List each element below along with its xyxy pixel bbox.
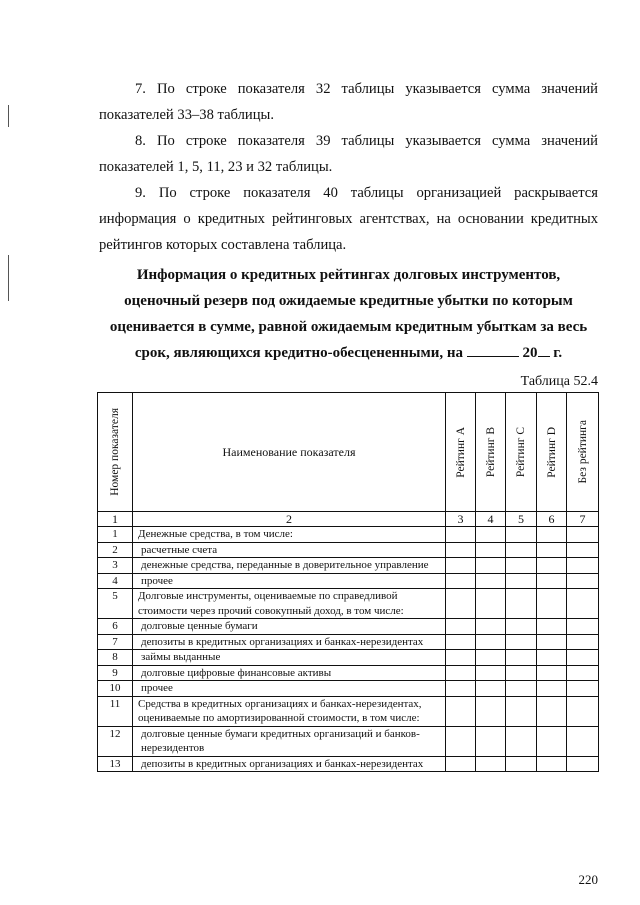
no-rating-cell (567, 558, 599, 574)
paragraph-8: 8. По строке показателя 39 таблицы указывается сумма значений показателей 1, 5, 11, 23 и 32 таблицы. (99, 133, 598, 175)
column-number: 1 (98, 512, 133, 527)
rating-c-cell (506, 589, 537, 619)
rating-d-cell (537, 634, 567, 650)
rating-d-cell (537, 573, 567, 589)
table-row (98, 696, 599, 726)
table-row (98, 589, 599, 619)
no-rating-cell (567, 650, 599, 666)
column-number: 5 (506, 512, 537, 527)
paragraph-9: 9. По строке показателя 40 таблицы организацией раскрывается информация о кредитных рейтинговых агентствах, на основании кредитных рейтингов которых составлена таблица. (99, 185, 598, 253)
row-number: 7 (98, 634, 133, 650)
no-rating-cell (567, 665, 599, 681)
column-number: 4 (476, 512, 506, 527)
header-indicator-name: Наименование показателя (133, 393, 446, 512)
heading-year: 20 (522, 345, 538, 361)
rating-c-cell (506, 665, 537, 681)
rating-c-cell (506, 573, 537, 589)
row-number: 6 (98, 619, 133, 635)
rating-b-cell (476, 681, 506, 697)
rating-b-cell (476, 756, 506, 772)
rating-table (97, 392, 599, 772)
row-number: 10 (98, 681, 133, 697)
row-name: расчетные счета (133, 542, 446, 558)
rating-c-cell (506, 650, 537, 666)
rating-a-cell (446, 650, 476, 666)
paragraph-7: 7. По строке показателя 32 таблицы указывается сумма значений показателей 33–38 таблицы. (99, 81, 598, 123)
rating-c-cell (506, 726, 537, 756)
header-rating-b: Рейтинг B (476, 393, 506, 512)
rating-d-cell (537, 650, 567, 666)
row-number: 8 (98, 650, 133, 666)
no-rating-cell (567, 681, 599, 697)
year-blank (538, 342, 550, 357)
left-margin-line (8, 105, 9, 127)
rating-b-cell (476, 650, 506, 666)
rating-d-cell (537, 726, 567, 756)
rating-a-cell (446, 634, 476, 650)
rating-b-cell (476, 573, 506, 589)
row-number: 5 (98, 589, 133, 619)
rating-b-cell (476, 696, 506, 726)
table-row (98, 650, 599, 666)
rating-b-cell (476, 589, 506, 619)
row-number: 11 (98, 696, 133, 726)
rating-c-cell (506, 634, 537, 650)
rating-c-cell (506, 558, 537, 574)
no-rating-cell (567, 726, 599, 756)
rating-a-cell (446, 726, 476, 756)
column-number: 6 (537, 512, 567, 527)
rating-b-cell (476, 634, 506, 650)
table-row (98, 542, 599, 558)
row-name: долговые цифровые финансовые активы (133, 665, 446, 681)
rating-d-cell (537, 696, 567, 726)
row-name: депозиты в кредитных организациях и банках-нерезидентах (133, 634, 446, 650)
rating-d-cell (537, 665, 567, 681)
no-rating-cell (567, 527, 599, 543)
rating-c-cell (506, 619, 537, 635)
rating-c-cell (506, 542, 537, 558)
row-number: 2 (98, 542, 133, 558)
rating-a-cell (446, 619, 476, 635)
table-row (98, 756, 599, 772)
rating-a-cell (446, 589, 476, 619)
no-rating-cell (567, 634, 599, 650)
no-rating-cell (567, 696, 599, 726)
rating-a-cell (446, 573, 476, 589)
heading-text: Информация о кредитных рейтингах долговых инструментов, оценочный резерв под ожидаемые кредитные убытки по которым оценивается в сумме, равной ожидаемым кредитным убыткам за весь срок, являющихся кредитно-обесцененными, на (109, 267, 588, 361)
header-rating-c: Рейтинг C (506, 393, 537, 512)
row-name: Долговые инструменты, оцениваемые по справедливой стоимости через прочий совокупный доход, в том числе: (133, 589, 446, 619)
table-row (98, 558, 599, 574)
rating-d-cell (537, 542, 567, 558)
no-rating-cell (567, 573, 599, 589)
row-name: Средства в кредитных организациях и банках-нерезидентах, оцениваемые по амортизированной стоимости, в том числе: (133, 696, 446, 726)
table-row (98, 527, 599, 543)
row-name: долговые ценные бумаги кредитных организаций и банков-нерезидентов (133, 726, 446, 756)
rating-a-cell (446, 542, 476, 558)
page-number: 220 (578, 872, 598, 887)
row-name: прочее (133, 573, 446, 589)
date-blank (467, 342, 519, 357)
rating-b-cell (476, 527, 506, 543)
rating-b-cell (476, 619, 506, 635)
column-number: 7 (567, 512, 599, 527)
table-row (98, 726, 599, 756)
column-number: 3 (446, 512, 476, 527)
no-rating-cell (567, 542, 599, 558)
header-rating-a: Рейтинг A (446, 393, 476, 512)
row-name: займы выданные (133, 650, 446, 666)
no-rating-cell (567, 756, 599, 772)
row-number: 3 (98, 558, 133, 574)
row-number: 4 (98, 573, 133, 589)
no-rating-cell (567, 619, 599, 635)
rating-a-cell (446, 681, 476, 697)
rating-a-cell (446, 756, 476, 772)
row-number: 12 (98, 726, 133, 756)
rating-a-cell (446, 696, 476, 726)
header-rating-d: Рейтинг D (537, 393, 567, 512)
table-row (98, 619, 599, 635)
rating-a-cell (446, 527, 476, 543)
row-name: депозиты в кредитных организациях и банках-нерезидентах (133, 756, 446, 772)
column-number-row (98, 512, 599, 527)
table-header-row (98, 393, 599, 512)
table-row (98, 573, 599, 589)
left-margin-line (8, 255, 9, 301)
header-no-rating: Без рейтинга (567, 393, 599, 512)
rating-b-cell (476, 665, 506, 681)
no-rating-cell (567, 589, 599, 619)
table-body (98, 527, 599, 772)
table-row (98, 634, 599, 650)
rating-d-cell (537, 527, 567, 543)
table-row (98, 681, 599, 697)
rating-d-cell (537, 681, 567, 697)
rating-b-cell (476, 542, 506, 558)
row-number: 1 (98, 527, 133, 543)
rating-c-cell (506, 527, 537, 543)
heading-suffix: г. (553, 345, 563, 361)
rating-d-cell (537, 558, 567, 574)
row-number: 13 (98, 756, 133, 772)
row-name: денежные средства, переданные в доверительное управление (133, 558, 446, 574)
row-number: 9 (98, 665, 133, 681)
rating-c-cell (506, 696, 537, 726)
rating-b-cell (476, 726, 506, 756)
rating-c-cell (506, 681, 537, 697)
column-number: 2 (133, 512, 446, 527)
rating-c-cell (506, 756, 537, 772)
rating-d-cell (537, 589, 567, 619)
table-caption: Таблица 52.4 (520, 374, 598, 389)
row-name: долговые ценные бумаги (133, 619, 446, 635)
rating-d-cell (537, 756, 567, 772)
table-heading (99, 262, 598, 366)
row-name: Денежные средства, в том числе: (133, 527, 446, 543)
rating-a-cell (446, 665, 476, 681)
header-indicator-number: Номер показателя (98, 393, 133, 512)
table-row (98, 665, 599, 681)
row-name: прочее (133, 681, 446, 697)
rating-d-cell (537, 619, 567, 635)
rating-a-cell (446, 558, 476, 574)
rating-b-cell (476, 558, 506, 574)
